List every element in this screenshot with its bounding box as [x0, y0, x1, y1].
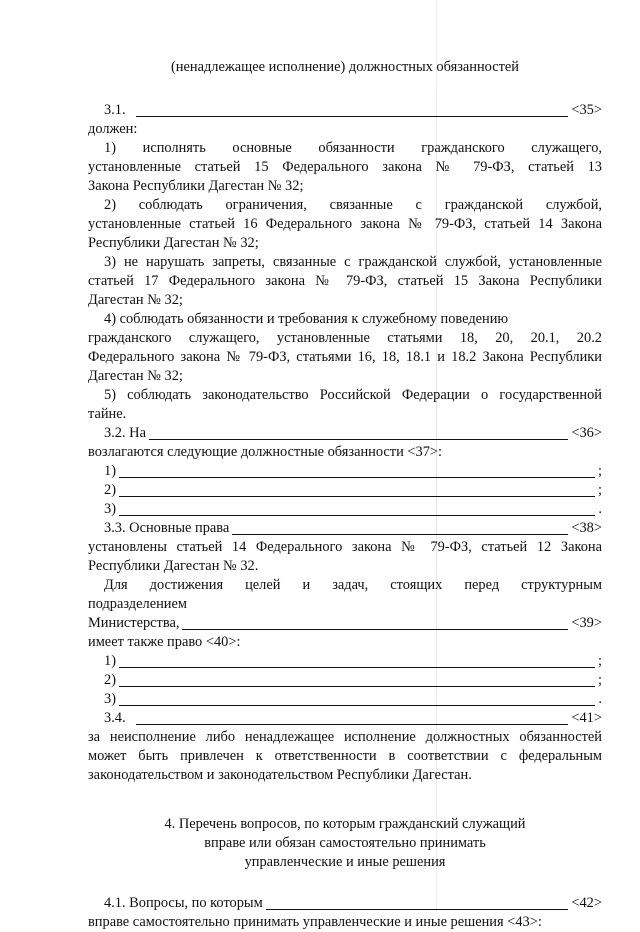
blank-line [149, 438, 568, 440]
clause-number: 3.1. [104, 102, 126, 118]
blank-list-item [88, 671, 602, 690]
clause-text: может быть привлечен к ответственности в соответствии с федеральным [88, 748, 602, 764]
list-number: 2) [104, 672, 116, 688]
blank-line [119, 514, 595, 516]
clause-number: 3.2. На [104, 425, 146, 441]
duty-item-5-line-2: тайне. [88, 406, 127, 422]
blank-line [119, 495, 595, 497]
list-end-mark: ; [598, 653, 602, 669]
blank-line [266, 908, 569, 910]
blank-line [119, 685, 595, 687]
blank-line [119, 476, 595, 478]
clause-text: установлены статьей 14 Федерального закона № 79-ФЗ, статьей 12 Закона [88, 539, 602, 555]
list-number: 3) [104, 501, 116, 517]
duty-item-4-line-4: Дагестан № 32; [88, 368, 183, 384]
clause-3-3-header [88, 519, 602, 538]
clause-text: вправе самостоятельно принимать управленческие и иные решения <43>: [88, 914, 542, 930]
duty-item-2-line-1: 2) соблюдать ограничения, связанные с гражданской службой, [104, 197, 602, 213]
clause-text: Республики Дагестан № 32. [88, 558, 259, 574]
clause-number: 3.3. Основные права [104, 520, 230, 536]
footnote-ref: <38> [571, 520, 602, 536]
list-end-mark: . [598, 501, 602, 517]
clause-number: 4.1. Вопросы, по которым [104, 895, 263, 911]
section-4-heading-line-3: управленческие и иные решения [244, 854, 446, 870]
list-end-mark: ; [598, 482, 602, 498]
blank-list-item [88, 652, 602, 671]
clause-4-1-header [88, 894, 602, 913]
blank-line [182, 628, 568, 630]
clause-text: за неисполнение либо ненадлежащее исполнение должностных обязанностей [88, 729, 602, 745]
clause-text: имеет также право <40>: [88, 634, 241, 650]
duty-item-3-line-3: Дагестан № 32; [88, 292, 183, 308]
document-page [88, 58, 602, 932]
footnote-ref: <41> [571, 710, 602, 726]
section-4-heading-line-1: 4. Перечень вопросов, по которым гражданский служащий [164, 816, 526, 832]
duty-item-5-line-1: 5) соблюдать законодательство Российской Федерации о государственной [104, 387, 602, 403]
duty-item-4-line-1: 4) соблюдать обязанности и требования к служебному поведению [104, 311, 509, 327]
duty-item-1-line-3: Закона Республики Дагестан № 32; [88, 178, 304, 194]
list-end-mark: ; [598, 463, 602, 479]
list-end-mark: ; [598, 672, 602, 688]
duty-item-4-line-2: гражданского служащего, установленные статьями 18, 20, 20.1, 20.2 [88, 330, 602, 346]
list-number: 1) [104, 653, 116, 669]
footnote-ref: <39> [571, 615, 602, 631]
clause-text: законодательством и законодательством Республики Дагестан. [88, 767, 472, 783]
section-4-heading-line-2: вправе или обязан самостоятельно принимать [204, 835, 486, 851]
clause-text: Министерства, [88, 615, 180, 631]
footnote-ref: <42> [571, 895, 602, 911]
list-number: 1) [104, 463, 116, 479]
clause-text: должен: [88, 121, 138, 137]
duty-item-2-line-3: Республики Дагестан № 32; [88, 235, 259, 251]
list-number: 3) [104, 691, 116, 707]
duty-item-4-line-3: Федерального закона № 79-ФЗ, статьями 16, 18, 18.1 и 18.2 Закона Республики [88, 349, 602, 365]
blank-list-item [88, 481, 602, 500]
blank-line [119, 666, 595, 668]
ministry-blank-row [88, 614, 602, 633]
blank-list-item [88, 690, 602, 709]
footnote-ref: <35> [571, 102, 602, 118]
clause-3-4-header [88, 709, 602, 728]
blank-list-item [88, 462, 602, 481]
duty-item-2-line-2: установленные статьей 16 Федерального закона № 79-ФЗ, статьей 14 Закона [88, 216, 602, 232]
section-title-continuation: (ненадлежащее исполнение) должностных обязанностей [170, 59, 519, 75]
clause-number: 3.4. [104, 710, 126, 726]
clause-3-1-header [88, 101, 602, 120]
blank-line [232, 533, 568, 535]
duty-item-1-line-2: установленные статьей 15 Федерального закона № 79-ФЗ, статьей 13 [88, 159, 602, 175]
blank-list-item [88, 500, 602, 519]
blank-line [136, 115, 569, 117]
clause-text: возлагаются следующие должностные обязанности <37>: [88, 444, 443, 460]
blank-line [136, 723, 569, 725]
footnote-ref: <36> [571, 425, 602, 441]
clause-text: подразделением [88, 596, 187, 612]
list-number: 2) [104, 482, 116, 498]
duty-item-3-line-2: статьей 17 Федерального закона № 79-ФЗ, статьей 15 Закона Республики [88, 273, 602, 289]
blank-line [119, 704, 595, 706]
duty-item-3-line-1: 3) не нарушать запреты, связанные с гражданской службой, установленные [104, 254, 602, 270]
list-end-mark: . [598, 691, 602, 707]
duty-item-1-line-1: 1) исполнять основные обязанности гражданского служащего, [104, 140, 602, 156]
clause-3-2-header [88, 424, 602, 443]
clause-text: Для достижения целей и задач, стоящих перед структурным [104, 577, 602, 593]
